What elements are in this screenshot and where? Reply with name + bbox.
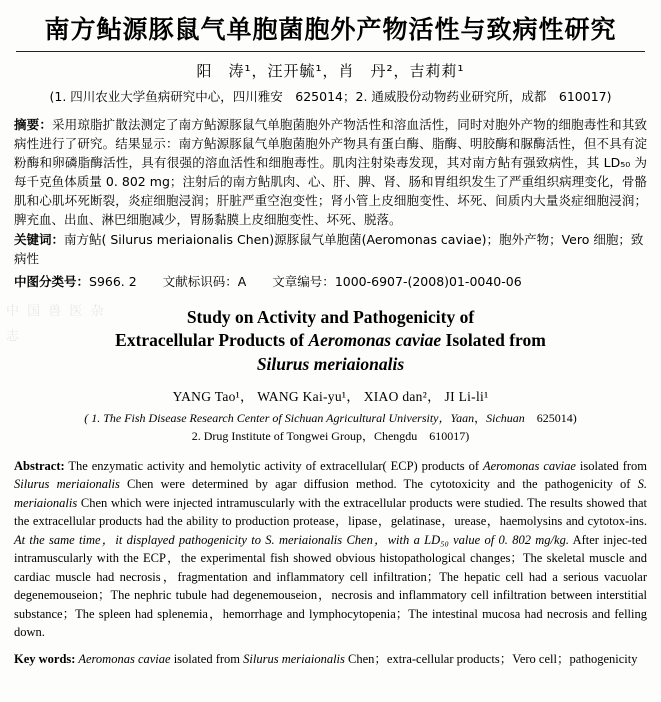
article-id-value: 1000-6907-(2008)01-0040-06 xyxy=(334,273,522,289)
abstract-english-part5: After injec-ted intramuscularly with the ECP，the experimental fish showed obvious histopathological changes；The skeletal muscle and cardiac muscle had necrosis，fragmentation and inflammatory cell infiltration；The hepatic cell had a serious vacuolar degenemouseion；The nephric tubule had degenemouseion，necrosis and inflammatory cell infiltration between interstitial substance；The spleen had splenemia，hemorrhage and lymphocytopenia；The intestinal mucosa had necrosis and felling down. xyxy=(14,532,647,640)
abstract-english xyxy=(14,457,647,642)
abstract-english-part4: Chen which were injected intramuscularly with the extracellular products were studied. The results showed that the extracellular products had the ability to production protease，lipase，gelatinase，urease，haemolysins and cytotox-ins. xyxy=(14,495,647,529)
keywords-english-part1: isolated from xyxy=(170,651,244,666)
clc-value: S966. 2 xyxy=(89,273,137,289)
watermark-text: 中 国 兽 医 杂 志 xyxy=(6,304,106,344)
abstract-chinese-body: 采用琼脂扩散法测定了南方鲇源豚鼠气单胞菌胞外产物活性和溶血活性，同时对胞外产物的细胞毒性和其致病性进行了研究。结果显示：南方鲇源豚鼠气单胞菌胞外产物具有蛋白酶、脂酶、明胶酶和脲酶活性，但不具有淀粉酶和卵磷脂酶活性，具有很强的溶血活性和细胞毒性。肌肉注射染毒发现，其对南方鲇有强致病性，其 LD₅₀ 为每千克鱼体质量 0. 802 mg；注射后的南方鲇肌肉、心、肝、脾、肾、肠和胃组织发生了严重组织病理变化，骨骼肌和心肌坏死断裂，炎症细胞浸润；肝脏严重空泡变性；肾小管上皮细胞变性、坏死、间质内大量炎症细胞浸润；脾充血、出血、淋巴细胞减少，胃肠黏膜上皮细胞变性、坏死、脱落。 xyxy=(14,117,647,228)
affiliation-chinese: (1. 四川农业大学鱼病研究中心，四川雅安 625014；2. 通威股份动物药业研究所，成都 610017) xyxy=(49,89,612,105)
affiliation-english-institute: ( 1. The Fish Disease Research Center of Sichuan Agricultural University， xyxy=(84,410,451,425)
abstract-english-species2: Silurus meriaionalis xyxy=(14,477,120,492)
keywords-english-part2: Chen；extra-cellular products；Vero cell；pathogenicity xyxy=(344,651,638,666)
title-english-line2 xyxy=(34,329,627,353)
abstract-english-species1: Aeromonas caviae xyxy=(482,458,576,473)
keywords-english xyxy=(14,650,647,669)
affiliation-english-province: Sichuan xyxy=(486,410,525,425)
classification-line xyxy=(14,272,647,290)
keywords-chinese xyxy=(14,231,647,269)
abstract-english-ld50-sentence: At the same time，it displayed pathogenicity to S. meriaionalis Chen，with a LD₅₀ value of 0. 802 mg/kg. xyxy=(14,532,569,547)
keywords-chinese-label: 关键词： xyxy=(14,232,65,248)
abstract-english-part1: The enzymatic activity and hemolytic activity of extracellular( ECP) products of xyxy=(64,458,483,473)
affiliation-english-line1 xyxy=(14,409,647,427)
article-id-group xyxy=(272,272,521,290)
clc-group xyxy=(14,272,137,290)
title-english-species: Aeromonas caviae xyxy=(308,330,442,351)
doc-code-group xyxy=(163,272,247,290)
clc-label: 中图分类号： xyxy=(14,273,90,289)
keywords-english-species2: Silurus meriaionalis xyxy=(243,651,345,666)
affiliation-english xyxy=(14,409,647,445)
abstract-english-species3: S. meriaionalis xyxy=(14,477,647,510)
abstract-english-part2: isolated from xyxy=(575,458,647,473)
affiliation-english-sep: ， xyxy=(474,410,487,425)
title-english-line3 xyxy=(34,353,627,377)
title-english-line1: Study on Activity and Pathogenicity of xyxy=(186,306,475,327)
abstract-chinese xyxy=(14,115,647,229)
keywords-chinese-body: 南方鲇( Silurus meriaionalis Chen)源豚鼠气单胞菌(Aeromonas caviae)；胞外产物；Vero 细胞；致病性 xyxy=(14,232,644,266)
keywords-english-species1: Aeromonas caviae xyxy=(75,651,171,666)
page-title-english xyxy=(34,306,627,377)
affiliation-english-city: Yaan xyxy=(450,410,475,425)
doc-code-value: A xyxy=(237,273,247,289)
keywords-english-label: Key words: xyxy=(14,651,76,666)
authors-english: YANG Tao¹， WANG Kai-yu¹， XIAO dan²， JI Li-li¹ xyxy=(172,388,489,404)
title-divider xyxy=(16,51,645,52)
affiliation-english-zip: 625014) xyxy=(524,410,577,425)
page-title-chinese: 南方鲇源豚鼠气单胞菌胞外产物活性与致病性研究 xyxy=(44,15,617,44)
abstract-english-label: Abstract: xyxy=(14,458,65,473)
affiliation-english-line2: 2. Drug Institute of Tongwei Group，Chengdu 610017) xyxy=(191,428,470,443)
title-english-host-species: Silurus meriaionalis xyxy=(256,354,405,374)
authors-chinese: 阳 涛¹，汪开毓¹，肖 丹²，吉莉莉¹ xyxy=(196,62,465,81)
abstract-english-part3: Chen were determined by agar diffusion method. The cytotoxicity and the pathogenicity of xyxy=(119,477,638,492)
doc-code-label: 文献标识码： xyxy=(162,273,238,289)
article-id-label: 文章编号： xyxy=(272,273,335,289)
abstract-chinese-label: 摘要： xyxy=(14,117,52,133)
title-english-line2-post: Isolated from xyxy=(441,330,546,351)
title-english-line2-pre: Extracellular Products of xyxy=(115,330,309,351)
